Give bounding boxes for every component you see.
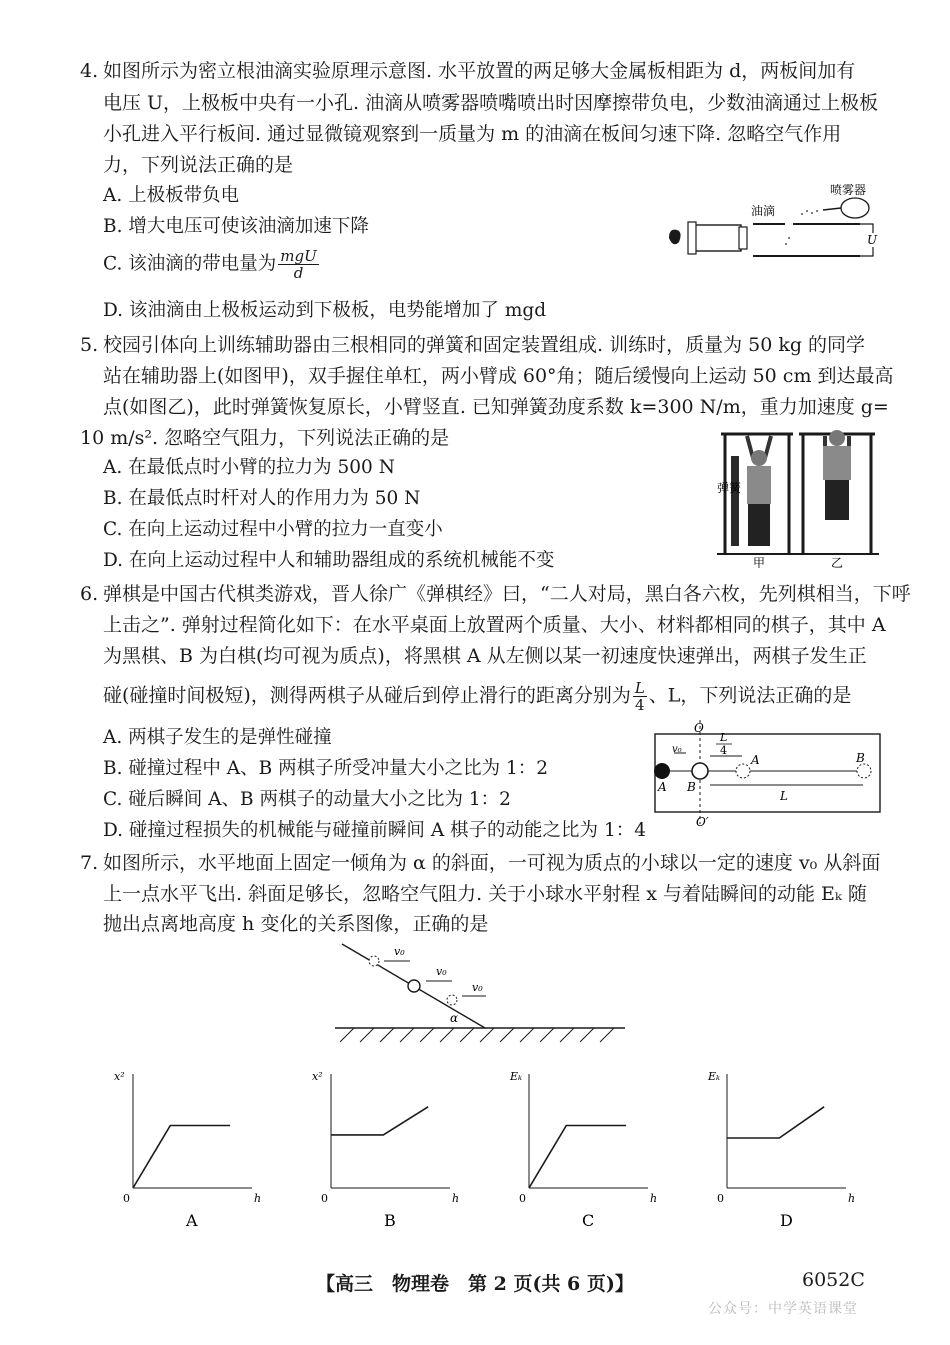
q6-option-c: C. 碰后瞬间 A、B 两棋子的动量大小之比为 1：2: [103, 789, 511, 810]
graph-b: [312, 1070, 459, 1230]
q7-v0-label-2: v₀: [436, 965, 447, 978]
q6-line-4-prefix: 碰(碰撞时间极短)，测得两棋子从碰后到停止滑行的距离分别为: [103, 684, 631, 707]
q4-line-2: 电压 U，上极板中央有一小孔. 油滴从喷雾器喷嘴喷出时因摩擦带负电，少数油滴通过上极板: [103, 92, 879, 114]
graph-d: [707, 1070, 855, 1230]
sprayer-bulb: [841, 198, 869, 218]
microscope-objective: [739, 227, 747, 249]
head: [751, 450, 767, 466]
q5-option-c: C. 在向上运动过程中小臂的拉力一直变小: [103, 519, 443, 540]
q5-number: 5.: [80, 334, 99, 356]
q6-lq-num: L: [720, 731, 728, 744]
q6-fraction-denominator: 4: [635, 696, 645, 714]
q4-option-c-numerator: mgU: [280, 247, 317, 265]
q6-number: 6.: [80, 583, 99, 605]
q7-line-1: 如图所示，水平地面上固定一倾角为 α 的斜面，一可视为质点的小球以一定的速度 v₀ 从斜面: [103, 852, 881, 874]
q6-line-1: 弹棋是中国古代棋类游戏，晋人徐广《弹棋经》曰，“二人对局，黑白各六枚，先列棋相当，下呼: [103, 583, 911, 605]
q6-option-b: B. 碰撞过程中 A、B 两棋子所受冲量大小之比为 1：2: [103, 758, 548, 779]
legs: [825, 480, 849, 520]
graph-c-xlabel: h: [650, 1192, 658, 1205]
q7-answer-graphs: [100, 1060, 880, 1235]
q4-option-c: [103, 248, 321, 281]
droplet: [816, 210, 818, 212]
q6-lq-den: 4: [720, 744, 727, 757]
droplet: [801, 213, 803, 215]
sprayer-nozzle: [823, 208, 841, 210]
graph-b-curve: [331, 1107, 428, 1135]
q6-b-label-right: B: [856, 751, 865, 765]
graph-b-origin: 0: [321, 1192, 328, 1205]
q7-v0-label-3: v₀: [472, 981, 483, 994]
q5-line-2: 站在辅助器上(如图甲)，双手握住单杠，两小臂成 60°角；随后缓慢向上运动 50 cm 到达最高: [103, 365, 894, 387]
graph-a-curve: [133, 1126, 230, 1189]
q4-line-1: 如图所示为密立根油滴实验原理示意图. 水平放置的两足够大金属板相距为 d，两板间加有: [103, 60, 856, 82]
q4-option-c-fraction: [278, 248, 318, 281]
graph-c-curve: [529, 1126, 626, 1189]
graph-b-xlabel: h: [452, 1192, 460, 1205]
q4-option-d: D. 该油滴由上极板运动到下极板，电势能增加了 mgd: [103, 300, 547, 321]
q6-b-label-left: B: [687, 780, 696, 794]
table-border: [655, 734, 880, 812]
frame-jia: [717, 434, 797, 554]
graph-a: [114, 1070, 261, 1230]
ball: [408, 980, 420, 992]
q6-line-2: 上击之”. 弹射过程简化如下：在水平桌面上放置两个质量、大小、材料都相同的棋子，其中 A: [103, 614, 886, 636]
legs: [748, 504, 770, 546]
frame-yi: [795, 430, 879, 554]
q6-oprime-label: O′: [696, 815, 709, 829]
q4-line-3: 小孔进入平行板间. 通过显微镜观察到一质量为 m 的油滴在板间匀速下降. 忽略空气作用: [103, 123, 842, 145]
q6-a-label-left: A: [658, 780, 667, 794]
q6-v0-label: v₀: [672, 744, 682, 755]
q6-line-4: [103, 680, 851, 713]
q6-line-4-suffix: 、L，下列说法正确的是: [648, 684, 852, 707]
graph-c-ylabel: Eₖ: [510, 1070, 523, 1083]
torso: [747, 466, 771, 504]
watermark: 公众号：中学英语课堂: [708, 1301, 858, 1317]
q6-line-3: 为黑棋、B 为白棋(均可视为质点)，将黑棋 A 从左侧以某一初速度快速弹出，两棋子发生正: [103, 645, 867, 667]
droplet: [785, 243, 787, 245]
q5-option-b: B. 在最低点时杆对人的作用力为 50 N: [103, 488, 421, 509]
q6-fraction: [633, 680, 647, 713]
graph-a-ylabel: x²: [114, 1070, 125, 1083]
q4-option-a: A. 上极板带负电: [103, 185, 240, 206]
graph-d-origin: 0: [717, 1192, 724, 1205]
footer-page-info: 【高三 物理卷 第 2 页(共 6 页)】: [316, 1273, 634, 1295]
q5-line-3: 点(如图乙)，此时弹簧恢复原长，小臂竖直. 已知弹簧劲度系数 k=300 N/m，重力加速度 g=: [103, 396, 889, 418]
black-piece-a: [654, 763, 670, 779]
a-final-position: [736, 764, 750, 778]
graph-a-origin: 0: [123, 1192, 130, 1205]
microscope-tube: [693, 225, 741, 251]
q4-millikan-figure: [655, 180, 885, 270]
graph-d-title: D: [780, 1211, 793, 1230]
q5-pullup-figure: [713, 428, 883, 568]
ground-hatching: [340, 1028, 614, 1042]
q4-option-c-text: C. 该油滴的带电量为: [103, 253, 277, 275]
torso: [823, 446, 851, 480]
q6-option-a: A. 两棋子发生的是弹性碰撞: [103, 727, 332, 748]
graph-b-title: B: [384, 1211, 396, 1230]
eye-icon: [669, 230, 681, 245]
q4-option-c-denominator: d: [293, 264, 304, 282]
q6-fraction-numerator: L: [634, 679, 645, 697]
q7-line-3: 抛出点离地高度 h 变化的关系图像，正确的是: [103, 913, 489, 935]
q7-number: 7.: [80, 852, 99, 874]
droplet: [806, 210, 808, 212]
q4-drop-label: 油滴: [751, 204, 776, 218]
microscope-eyepiece: [688, 222, 696, 254]
q6-l-label: L: [780, 789, 788, 803]
q5-line-4: 10 m/s². 忽略空气阻力，下列说法正确的是: [80, 427, 450, 449]
q4-line-4: 力，下列说法正确的是: [103, 154, 294, 176]
graph-c-origin: 0: [519, 1192, 526, 1205]
q6-a-label-right: A: [751, 753, 760, 767]
q4-u-label: U: [867, 233, 878, 247]
q6-o-label: O: [694, 721, 704, 735]
footer-code: 6052C: [802, 1269, 865, 1291]
white-piece-b: [692, 763, 708, 779]
q7-alpha-label: α: [450, 1011, 459, 1025]
q4-option-b: B. 增大电压可使该油滴加速下降: [103, 216, 369, 237]
q7-v0-label-1: v₀: [394, 945, 405, 958]
q4-sprayer-label: 喷雾器: [830, 183, 867, 197]
droplet: [811, 212, 813, 214]
ball-dashed-2: [447, 995, 457, 1005]
graph-c-title: C: [582, 1211, 595, 1230]
graph-a-xlabel: h: [254, 1192, 262, 1205]
b-final-position: [857, 764, 871, 778]
graph-c: [509, 1070, 657, 1230]
droplet: [788, 237, 790, 239]
graph-d-ylabel: Eₖ: [708, 1070, 721, 1083]
q7-slope-figure: [330, 938, 630, 1053]
q5-option-a: A. 在最低点时小臂的拉力为 500 N: [103, 457, 395, 478]
graph-d-curve: [727, 1107, 824, 1138]
graph-a-title: A: [186, 1211, 198, 1230]
q6-collision-figure: [650, 720, 885, 830]
q5-line-1: 校园引体向上训练辅助器由三根相同的弹簧和固定装置组成. 训练时，质量为 50 kg 的同学: [103, 334, 866, 356]
q7-line-2: 上一点水平飞出. 斜面足够长，忽略空气阻力. 关于小球水平射程 x 与着陆瞬间的动能 Eₖ 随: [103, 883, 867, 905]
springs: [731, 456, 739, 546]
ball-dashed-1: [369, 956, 379, 966]
q5-jia-label: 甲: [753, 556, 766, 568]
graph-b-ylabel: x²: [312, 1070, 323, 1083]
q5-yi-label: 乙: [831, 556, 844, 568]
q5-option-d: D. 在向上运动过程中人和辅助器组成的系统机械能不变: [103, 550, 555, 571]
head: [829, 430, 845, 446]
q6-option-d: D. 碰撞过程损失的机械能与碰撞前瞬间 A 棋子的动能之比为 1：4: [103, 820, 646, 841]
graph-d-xlabel: h: [848, 1192, 856, 1205]
q5-spring-label: 弹簧: [717, 481, 742, 495]
q4-number: 4.: [80, 60, 99, 82]
